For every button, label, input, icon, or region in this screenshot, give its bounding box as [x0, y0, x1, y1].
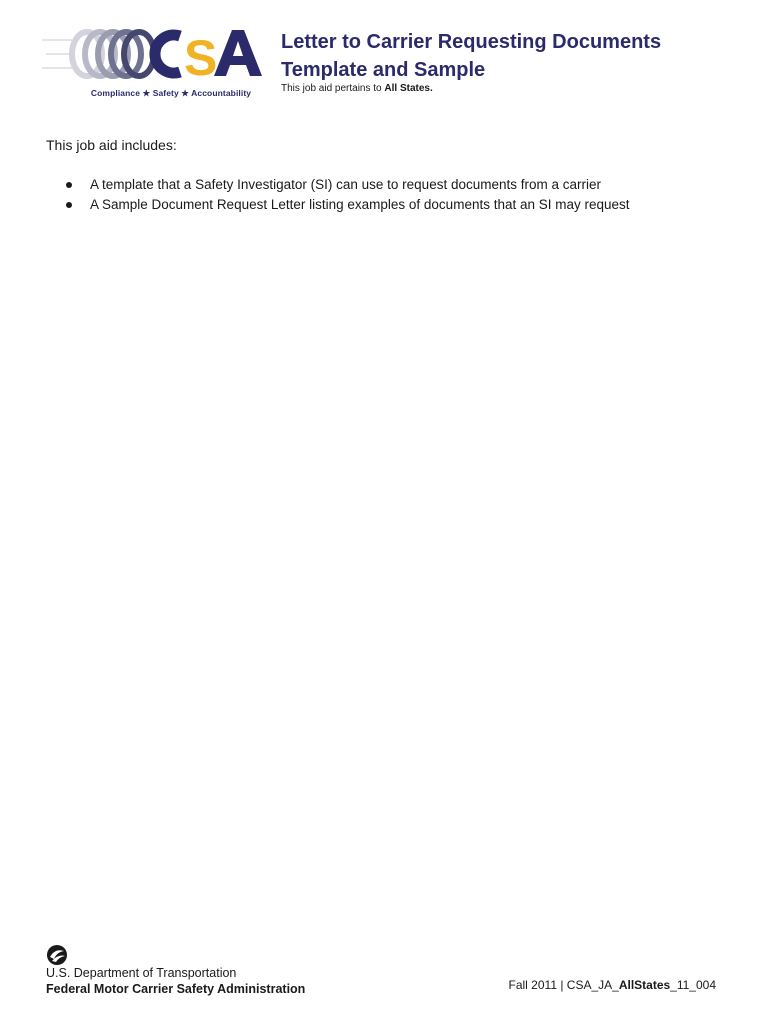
agency-department: U.S. Department of Transportation [46, 966, 237, 980]
pertains-value: All States. [384, 83, 433, 94]
intro-text: This job aid includes: [46, 137, 177, 153]
csa-rings-graphic [42, 22, 267, 82]
code-prefix: Fall 2011 | CSA_JA_ [508, 978, 619, 992]
title-line-1: Letter to Carrier Requesting Documents [281, 31, 662, 53]
page-title [281, 28, 661, 84]
logo-tagline: Compliance ★ Safety ★ Accountability [90, 88, 252, 98]
code-suffix: _11_004 [670, 978, 716, 992]
title-line-2: Template and Sample [281, 59, 486, 81]
includes-list [62, 175, 630, 215]
bullet-dot-icon [66, 182, 72, 188]
csa-logo [42, 22, 267, 102]
logo-s-letter: S [184, 30, 218, 82]
list-item-text: A template that a Safety Investigator (SI) can use to request documents from a carrier [90, 177, 601, 192]
code-bold: AllStates [618, 978, 671, 992]
list-item [62, 175, 630, 195]
bullet-dot-icon [66, 202, 72, 208]
pertains-note [281, 83, 433, 94]
document-code [509, 978, 716, 992]
usdot-emblem-icon [46, 944, 68, 966]
list-item [62, 195, 630, 215]
pertains-prefix: This job aid pertains to [281, 83, 385, 94]
list-item-text: A Sample Document Request Letter listing examples of documents that an SI may request [90, 197, 630, 212]
agency-name: Federal Motor Carrier Safety Administration [46, 982, 306, 996]
